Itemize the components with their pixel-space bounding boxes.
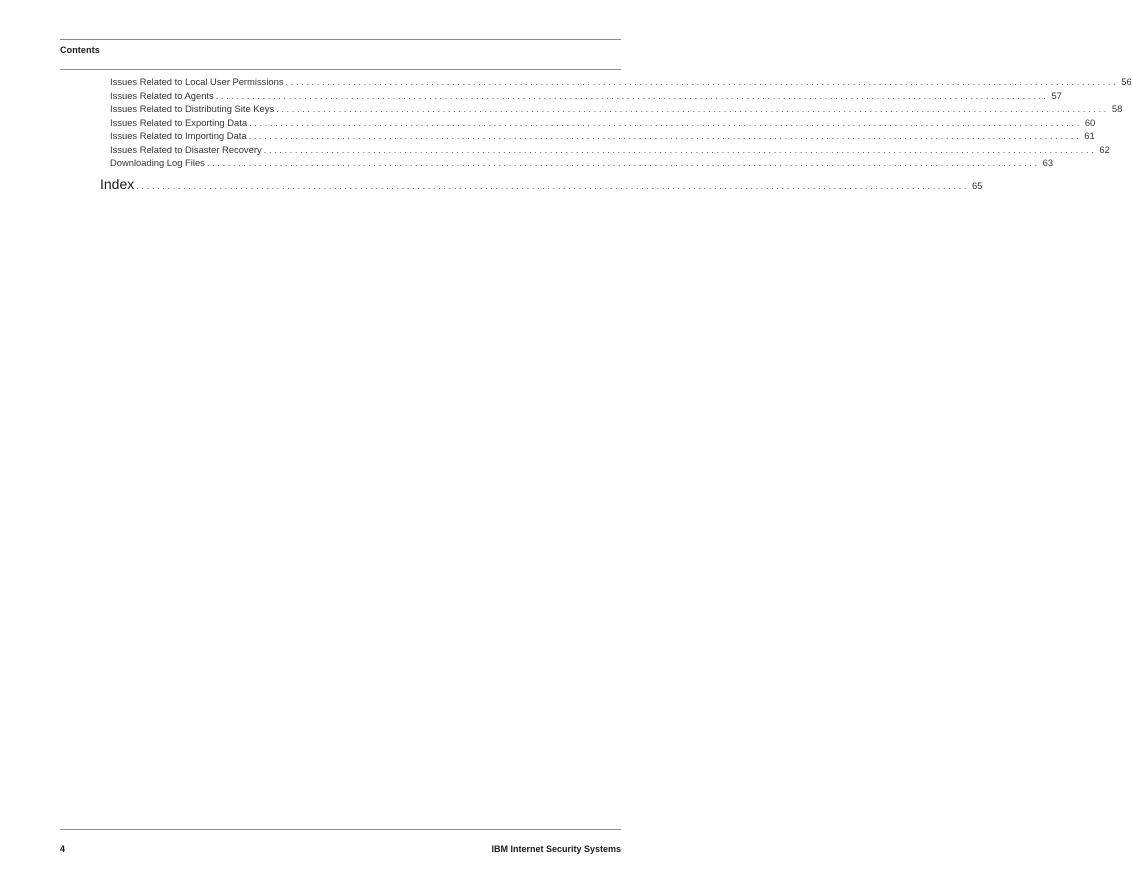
toc-entry-distributing-site-keys[interactable] <box>110 102 1123 116</box>
page-header-title: Contents <box>60 45 100 55</box>
index-label: Index <box>100 176 135 192</box>
toc-entry-index[interactable] <box>100 176 983 192</box>
table-of-contents <box>110 75 1132 170</box>
toc-entry-page: 60 <box>1084 116 1096 128</box>
dot-leader: ................................................................................................................................................................ <box>206 157 1040 168</box>
toc-entry-page: 56 <box>1121 76 1132 87</box>
dot-leader: ................................................................................................................................................................ <box>249 116 1082 128</box>
toc-entry-label: Issues Related to Disaster Recovery <box>110 143 262 155</box>
toc-entry-page: 62 <box>1099 143 1110 155</box>
footer-company-name: IBM Internet Security Systems <box>491 844 621 854</box>
toc-entry-label: Issues Related to Exporting Data <box>110 116 248 128</box>
toc-entry-label: Downloading Log Files <box>110 157 205 168</box>
toc-entry-agents[interactable] <box>110 89 1062 103</box>
dot-leader: ................................................................................................................................................................ <box>136 180 969 191</box>
dot-leader: ................................................................................................................................................................ <box>215 89 1049 101</box>
toc-entry-exporting-data[interactable] <box>110 116 1096 130</box>
toc-entry-disaster-recovery[interactable] <box>110 143 1110 157</box>
dot-leader: ................................................................................................................................................................ <box>285 76 1119 87</box>
toc-entry-downloading-log-files[interactable] <box>110 156 1054 170</box>
toc-entry-importing-data[interactable] <box>110 129 1095 143</box>
footer-page-number: 4 <box>60 844 66 854</box>
header-top-rule <box>60 39 621 40</box>
toc-entry-label: Issues Related to Distributing Site Keys <box>110 103 275 114</box>
header-bottom-rule <box>60 69 621 70</box>
toc-entry-label: Issues Related to Importing Data <box>110 130 247 141</box>
toc-entry-page: 61 <box>1084 130 1095 141</box>
toc-entry-local-user-permissions[interactable] <box>110 75 1132 89</box>
index-page: 65 <box>972 180 983 191</box>
toc-entry-label: Issues Related to Local User Permissions <box>110 76 284 87</box>
dot-leader: ................................................................................................................................................................ <box>263 143 1097 155</box>
footer-rule <box>60 829 621 830</box>
toc-entry-page: 63 <box>1042 157 1054 168</box>
toc-entry-page: 57 <box>1051 89 1062 101</box>
dot-leader: ................................................................................................................................................................ <box>248 130 1082 141</box>
toc-entry-label: Issues Related to Agents <box>110 89 214 101</box>
toc-entry-page: 58 <box>1111 103 1123 114</box>
dot-leader: ................................................................................................................................................................ <box>276 103 1109 114</box>
